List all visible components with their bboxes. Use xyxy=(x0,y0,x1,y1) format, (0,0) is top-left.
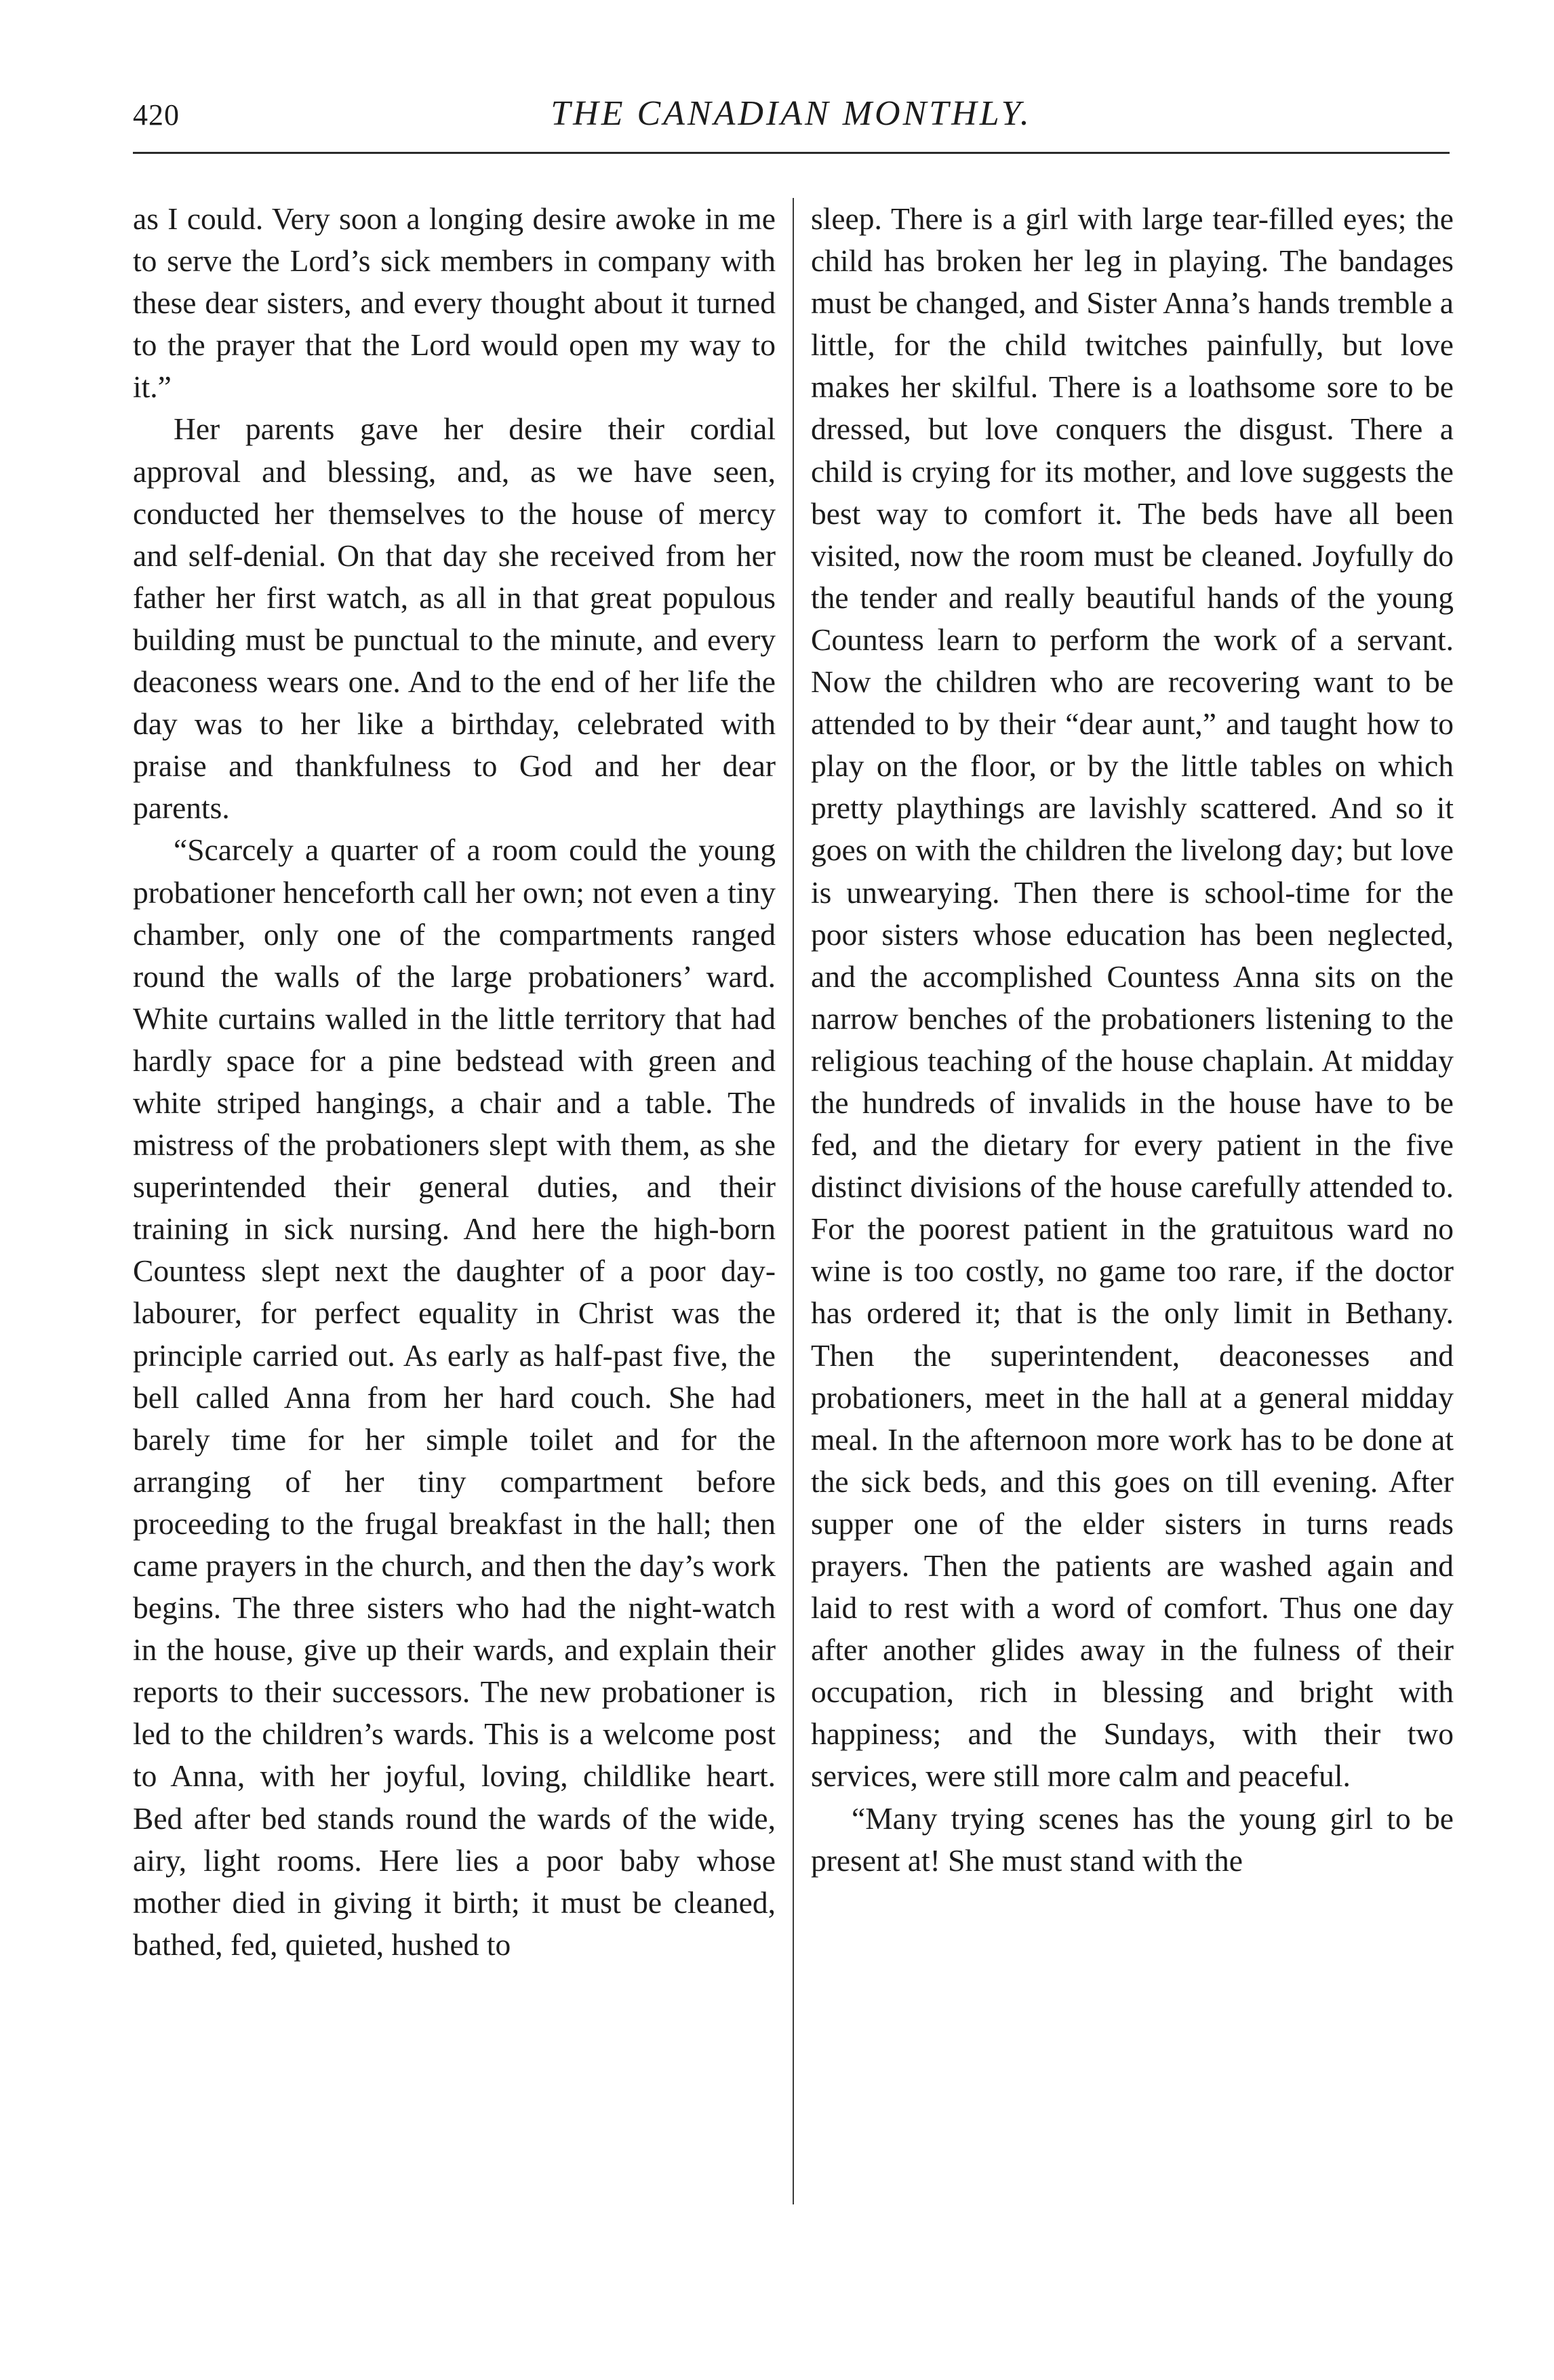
paragraph: as I could. Very soon a longing desire awoke in me to serve the Lord’s sick members in company with these dear sisters, and every thought about it turned to the prayer that the Lord would open my way to it.” xyxy=(133,201,776,405)
left-column xyxy=(133,198,776,1966)
running-header xyxy=(133,89,1450,144)
column-divider xyxy=(793,198,794,2204)
paragraph: sleep. There is a girl with large tear-filled eyes; the child has broken her leg in playing. The bandages must be changed, and Sister Anna’s hands tremble a little, for the child twitches painfully, but love makes her skilful. There is a loathsome sore to be dressed, but love conquers the disgust. There a child is crying for its mother, and love suggests the best way to comfort it. The beds have all been visited, now the room must be cleaned. Joyfully do the tender and really beautiful hands of the young Countess learn to perform the work of a servant. Now the children who are recovering want to be attended to by their “dear aunt,” and taught how to play on the floor, or by the little tables on which pretty playthings are lavishly scattered. And so it goes on with the children the livelong day; but love is unwearying. Then there is school-time for the poor sisters whose education has been neglected, and the accomplished Countess Anna sits on the narrow benches of the probationers listening to the religious teaching of the house chaplain. At midday the hundreds of invalids in the house have to be fed, and the dietary for every patient in the five distinct divisions of the house carefully attended to. For the poorest patient in the gratuitous ward no wine is too costly, no game too rare, if the doctor has ordered it; that is the only limit in Bethany. Then the superintendent, deaconesses and probationers, meet in the hall at a general midday meal. In the afternoon more work has to be done at the sick beds, and this goes on till evening. After supper one of the elder sisters in turns reads prayers. Then the patients are washed again and laid to rest with a word of comfort. Thus one day after another glides away in the fulness of their occupation, rich in blessing and bright with happiness; and the Sundays, with their two services, were still more calm and peaceful. xyxy=(811,201,1454,1794)
page-number: 420 xyxy=(133,98,180,132)
paragraph: “Many trying scenes has the young girl to be present at! She must stand with the xyxy=(811,1800,1454,1878)
paragraph: “Scarcely a quarter of a room could the young probationer henceforth call her own; not even a tiny chamber, only one of the compartments ranged round the walls of the large probationers’ ward. White curtains walled in the little territory that had hardly space for a pine bedstead with green and white striped hangings, a chair and a table. The mistress of the probationers slept with them, as she superintended their general duties, and their training in sick nursing. And here the high-born Countess slept next the daughter of a poor day-labourer, for perfect equality in Christ was the principle carried out. As early as half-past five, the bell called Anna from her hard couch. She had barely time for her simple toilet and for the arranging of her tiny compartment before proceeding to the frugal breakfast in the hall; then came prayers in the church, and then the day’s work begins. The three sisters who had the night-watch in the house, give up their wards, and explain their reports to their successors. The new probationer is led to the children’s wards. This is a welcome post to Anna, with her joyful, loving, childlike heart. Bed after bed stands round the wards of the wide, airy, light rooms. Here lies a poor baby whose mother died in giving it birth; it must be cleaned, bathed, fed, quieted, hushed to xyxy=(133,832,776,1962)
paragraph: Her parents gave her desire their cordial approval and blessing, and, as we have seen, conducted her themselves to the house of mercy and self-denial. On that day she received from her father her first watch, as all in that great populous building must be punctual to the minute, and every deaconess wears one. And to the end of her life the day was to her like a birthday, celebrated with praise and thankfulness to God and her dear parents. xyxy=(133,411,776,826)
running-title: THE CANADIAN MONTHLY. xyxy=(551,94,1032,133)
right-column xyxy=(811,198,1454,1882)
header-rule xyxy=(133,152,1450,154)
